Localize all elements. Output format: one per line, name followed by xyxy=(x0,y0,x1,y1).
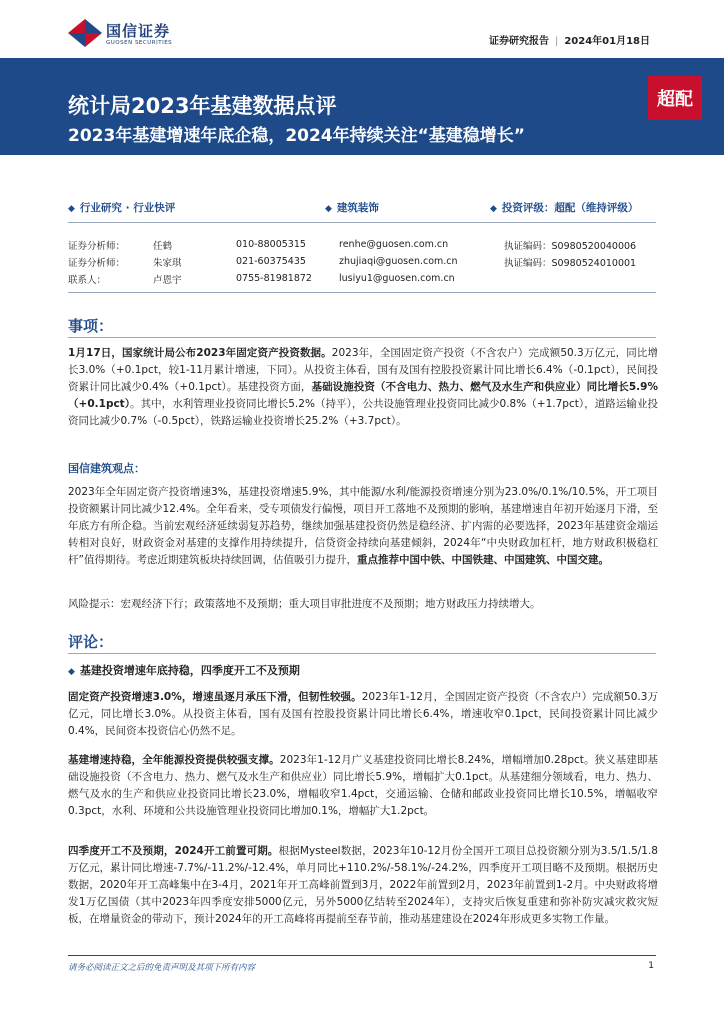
guosen-logo-icon xyxy=(68,19,102,47)
comment-1-text: 2023年1-12月，全国固定资产投资（不含农户）完成额50.3万亿元，同比增长3.0%。从投资主体看，国有及国有控股投资累计同比增长6.4%，增速收窄0.1pct，民间投资累计同比减少0.4%，民间资本投资信心仍然不足。 xyxy=(68,691,658,737)
comment-subheading xyxy=(68,662,300,678)
comment-3-text: 根据Mysteel数据，2023年10-12月份全国开工项目总投资额分别为3.5/1.5/1.8万亿元，累计同比增速-7.7%/-11.2%/-12.4%，单月同比+110.2%/-58.1%/-24.2%，四季度开工项目略不及预期。根据历史数据，2020年开工高峰集中在3-4月，2021年开工高峰前置到3月，2022年前置到2月，2023年前置到1-2月。中央财政将增发1万亿国债（其中2023年四季度安排5000亿元，另外5000亿结转至2024年），支持灾后恢复重建和弥补防灾减灾救灾短板，在增量资金的带动下，预计2024年的开工高峰将再提前至春节前，推动基建建设在2024年形成更多实物工作量。 xyxy=(68,845,658,925)
event-text-2: 。其中，水利管理业投资同比增长5.2%（持平），公共设施管理业投资同比减少0.8%（+1.7pct），道路运输业投资同比减少0.7%（-0.5pct），铁路运输业投资增长25.2%（+3.7pct）。 xyxy=(68,398,658,427)
brand-name-en: GUOSEN SECURITIES xyxy=(106,40,173,46)
diamond-icon: ◆ xyxy=(490,204,497,214)
analyst-row xyxy=(68,270,656,287)
comment-paragraph-3 xyxy=(68,843,658,928)
event-heading: 事项： xyxy=(68,317,114,335)
analyst-row xyxy=(68,253,656,270)
brand-name: 国信证券 xyxy=(106,22,171,40)
footer-divider xyxy=(68,955,656,956)
event-highlight: 基础设施投资（不含电力、热力、燃气及水生产和供应业）同比增长5.9%（+0.1pct） xyxy=(68,381,659,410)
analyst-phone: 0755-81981872 xyxy=(236,273,312,284)
divider xyxy=(68,653,656,654)
divider xyxy=(68,222,656,223)
category-text: 行业研究 · 行业快评 xyxy=(79,202,176,214)
analyst-role: 证券分析师： xyxy=(68,257,126,269)
view-paragraph xyxy=(68,484,658,569)
analyst-cert: 执证编码：S0980524010001 xyxy=(504,257,637,269)
comment-1-lead: 固定资产投资增速3.0%，增速虽逐月承压下滑，但韧性较强。 xyxy=(68,691,362,703)
industry-label xyxy=(325,200,379,215)
analyst-email[interactable]: lusiyu1@guosen.com.cn xyxy=(339,273,455,284)
analyst-phone: 021-60375435 xyxy=(236,256,306,267)
rating-text: 投资评级：超配（维持评级） xyxy=(501,202,639,214)
analyst-email[interactable]: zhujiaqi@guosen.com.cn xyxy=(339,256,458,267)
view-recommendation: 重点推荐中国中铁、中国铁建、中国建筑、中国交建。 xyxy=(356,554,609,566)
analyst-phone: 010-88005315 xyxy=(236,239,306,250)
comment-2-lead: 基建增速持稳，全年能源投资提供较强支撑。 xyxy=(68,754,280,766)
view-heading: 国信建筑观点： xyxy=(68,462,145,475)
analyst-table xyxy=(68,236,656,287)
view-text: 2023年全年固定资产投资增速3%，基建投资增速5.9%，其中能源/水利/能源投资增速分别为23.0%/0.1%/10.5%，开工项目投资额累计同比减少12.4%。全年看来，受专项债发行偏慢，项目开工落地不及预期的影响，基建增速自年初开始逐月下滑，至年底方有所企稳。当前宏观经济延续弱复苏趋势，继续加强基建投资仍然是稳经济、扩内需的必要选择，2023年基建资金端运转相对良好，财政资金对基建的支撑作用持续提升，信贷资金持续向基建倾斜，2024年“中央财政加杠杆，地方财政积极稳杠杆”值得期待。考虑近期建筑板块持续回调，估值吸引力提升， xyxy=(68,486,658,566)
report-date: 2024年01月18日 xyxy=(564,36,650,47)
report-type: 证券研究报告 xyxy=(488,36,549,47)
report-subtitle: 2023年基建增速年底企稳，2024年持续关注“基建稳增长” xyxy=(68,126,525,146)
industry-text: 建筑装饰 xyxy=(336,202,379,214)
page-number: 1 xyxy=(648,961,654,971)
divider xyxy=(68,292,656,293)
report-title: 统计局2023年基建数据点评 xyxy=(68,94,337,118)
analyst-role: 联系人： xyxy=(68,274,107,286)
event-text: 2023年，全国固定资产投资（不含农户）完成额50.3万亿元，同比增长3.0%（+0.1pct，较1-11月累计增速，下同）。从投资主体看，国有及国有控股投资累计同比增长6.4%（-0.1pct），民间投资累计同比减少0.4%（+0.1pct）。基建投资方面， xyxy=(68,347,659,393)
event-lead: 1月17日，国家统计局公布2023年固定资产投资数据。 xyxy=(68,347,332,359)
rating-tab: 超配 xyxy=(648,76,702,120)
category-label xyxy=(68,200,175,215)
divider xyxy=(68,337,656,338)
comment-3-lead: 四季度开工不及预期，2024开工前置可期。 xyxy=(68,845,279,857)
header-info: 证券研究报告 | 2024年01月18日 xyxy=(488,36,650,47)
rating-label xyxy=(490,200,638,215)
event-paragraph xyxy=(68,345,658,430)
analyst-name: 卢恩宇 xyxy=(153,274,182,286)
diamond-icon: ◆ xyxy=(68,667,75,677)
diamond-icon: ◆ xyxy=(68,204,75,214)
comment-heading: 评论： xyxy=(68,633,114,651)
comment-2-text: 2023年1-12月广义基建投资同比增长8.24%，增幅增加0.28pct。狭义基建即基础设施投资（不含电力、热力、燃气及水生产和供应业）同比增长5.9%，增幅扩大0.1pct。从基建细分领域看，电力、热力、燃气及水的生产和供应业投资同比增长23.0%，增幅收窄1.4pct，交通运输、仓储和邮政业投资同比增长10.5%，增幅收窄0.3pct，水利、环境和公共设施管理业投资同比增加0.1%，增幅扩大1.2pct。 xyxy=(68,754,659,817)
analyst-email[interactable]: renhe@guosen.com.cn xyxy=(339,239,449,250)
analyst-role: 证券分析师： xyxy=(68,240,126,252)
comment-paragraph-1 xyxy=(68,689,658,740)
page-header xyxy=(0,0,724,58)
comment-paragraph-2 xyxy=(68,752,658,820)
analyst-name: 任鹤 xyxy=(153,240,173,252)
analyst-name: 朱家琪 xyxy=(153,257,182,269)
analyst-row xyxy=(68,236,656,253)
diamond-icon: ◆ xyxy=(325,204,332,214)
footer-disclaimer: 请务必阅读正文之后的免责声明及其项下所有内容 xyxy=(68,963,256,973)
risk-paragraph: 风险提示：宏观经济下行；政策落地不及预期；重大项目审批进度不及预期；地方财政压力持续增大。 xyxy=(68,598,541,610)
comment-subheading-text: 基建投资增速年底持稳，四季度开工不及预期 xyxy=(79,664,300,677)
analyst-cert: 执证编码：S0980520040006 xyxy=(504,240,637,252)
